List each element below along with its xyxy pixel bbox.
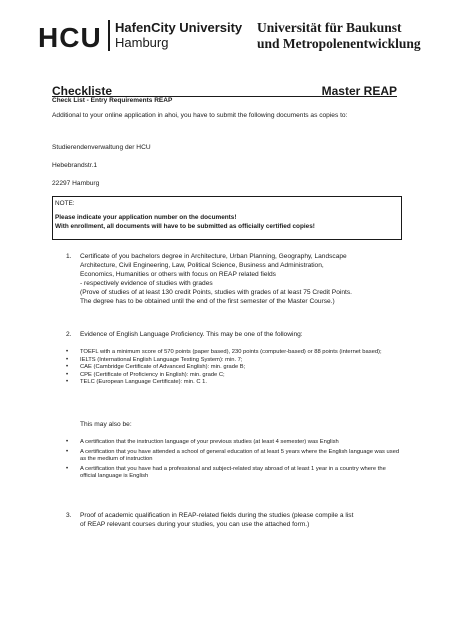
logo-divider (108, 20, 110, 51)
hcu-logo: HCU (38, 22, 102, 53)
language-test-list (66, 349, 401, 387)
list-item: • TELC (European Language Certificate): min. C 1. (66, 379, 207, 386)
item-1-body (80, 252, 400, 306)
item-2-number: 2. (66, 331, 72, 338)
doc-title: Checkliste (52, 84, 113, 98)
program-title: Master REAP (321, 84, 397, 98)
list-item: • A certification that the instruction language of your previous studies (at least 4 semester) was English (66, 439, 339, 445)
doc-subtitle: Check List - Entry Requirements REAP (52, 97, 173, 104)
address-line-3: 22297 Hamburg (52, 180, 100, 187)
bullet-icon: • (66, 379, 69, 386)
list-item: • CPE (Certificate of Proficiency in English): min. grade C; (66, 371, 225, 378)
address-line-1: Studierendenverwaltung der HCU (52, 144, 151, 151)
list-item: • A certification that you have had a professional and subject-related stay abroad of at least 1 year in a country where the official language is English (66, 465, 386, 480)
bullet-icon: • (66, 465, 69, 472)
item-3-line: of REAP relevant courses during your studies, you can use the attached form.) (80, 521, 310, 528)
item-3-body (80, 511, 400, 529)
item-1-line: The degree has to be obtained until the end of the first semester of the Master Course.) (80, 298, 335, 305)
item-1-line: Economics, Humanities or others with focus on REAP related fields (80, 271, 276, 278)
bullet-icon: • (66, 439, 69, 445)
bullet-icon: • (66, 356, 69, 363)
university-tagline-line2: und Metropolenentwicklung (257, 36, 421, 51)
note-line-2: With enrollment, all documents will have to be submitted as officially certified copies! (55, 223, 315, 230)
list-item: • CAE (Cambridge Certificate of Advanced English): min. grade B; (66, 364, 246, 371)
item-1-number: 1. (66, 253, 72, 260)
item-2-body: Evidence of English Language Proficiency. This may be one of the following: (80, 331, 303, 338)
item-1-line: (Prove of studies of at least 130 credit Points, studies with grades of at least 75 Credit Points. (80, 289, 352, 296)
item-1-line: Certificate of you bachelors degree in Architecture, Urban Planning, Geography, Landscape (80, 253, 347, 260)
list-item: • IELTS (International English Language Testing System): min. 7; (66, 356, 243, 363)
list-item: • A certification that you have attended a school of general education of at least 5 years where the English language was used as the medium of instruction (66, 448, 400, 463)
list-item: • TOEFL with a minimum score of 570 points (paper based), 230 points (computer-based) or 88 points (internet based); (66, 349, 382, 355)
address-line-2: Hebebrandstr.1 (52, 162, 98, 169)
alternatives-list (66, 439, 401, 481)
item-1-line: Architecture, Civil Engineering, Law, Political Science, Business and Administration, (80, 262, 324, 269)
university-tagline-line1: Universität für Baukunst (257, 20, 402, 35)
may-also-label: This may also be: (80, 421, 132, 428)
bullet-icon: • (66, 349, 69, 355)
logo-city: Hamburg (115, 35, 169, 50)
bullet-icon: • (66, 448, 69, 455)
note-line-1: Please indicate your application number on the documents! (55, 214, 237, 221)
item-1-line: - respectively evidence of studies with grades (80, 280, 213, 287)
logo-university-name: HafenCity University (115, 20, 243, 35)
item-3-line: Proof of academic qualification in REAP-related fields during the studies (please compile a list (80, 512, 354, 519)
bullet-icon: • (66, 364, 69, 371)
intro-text: Additional to your online application in ahoi, you have to submit the following documents as copies to: (52, 112, 348, 119)
bullet-icon: • (66, 371, 69, 378)
note-label: NOTE: (55, 200, 75, 207)
note-box (52, 196, 402, 240)
item-3-number: 3. (66, 512, 72, 519)
